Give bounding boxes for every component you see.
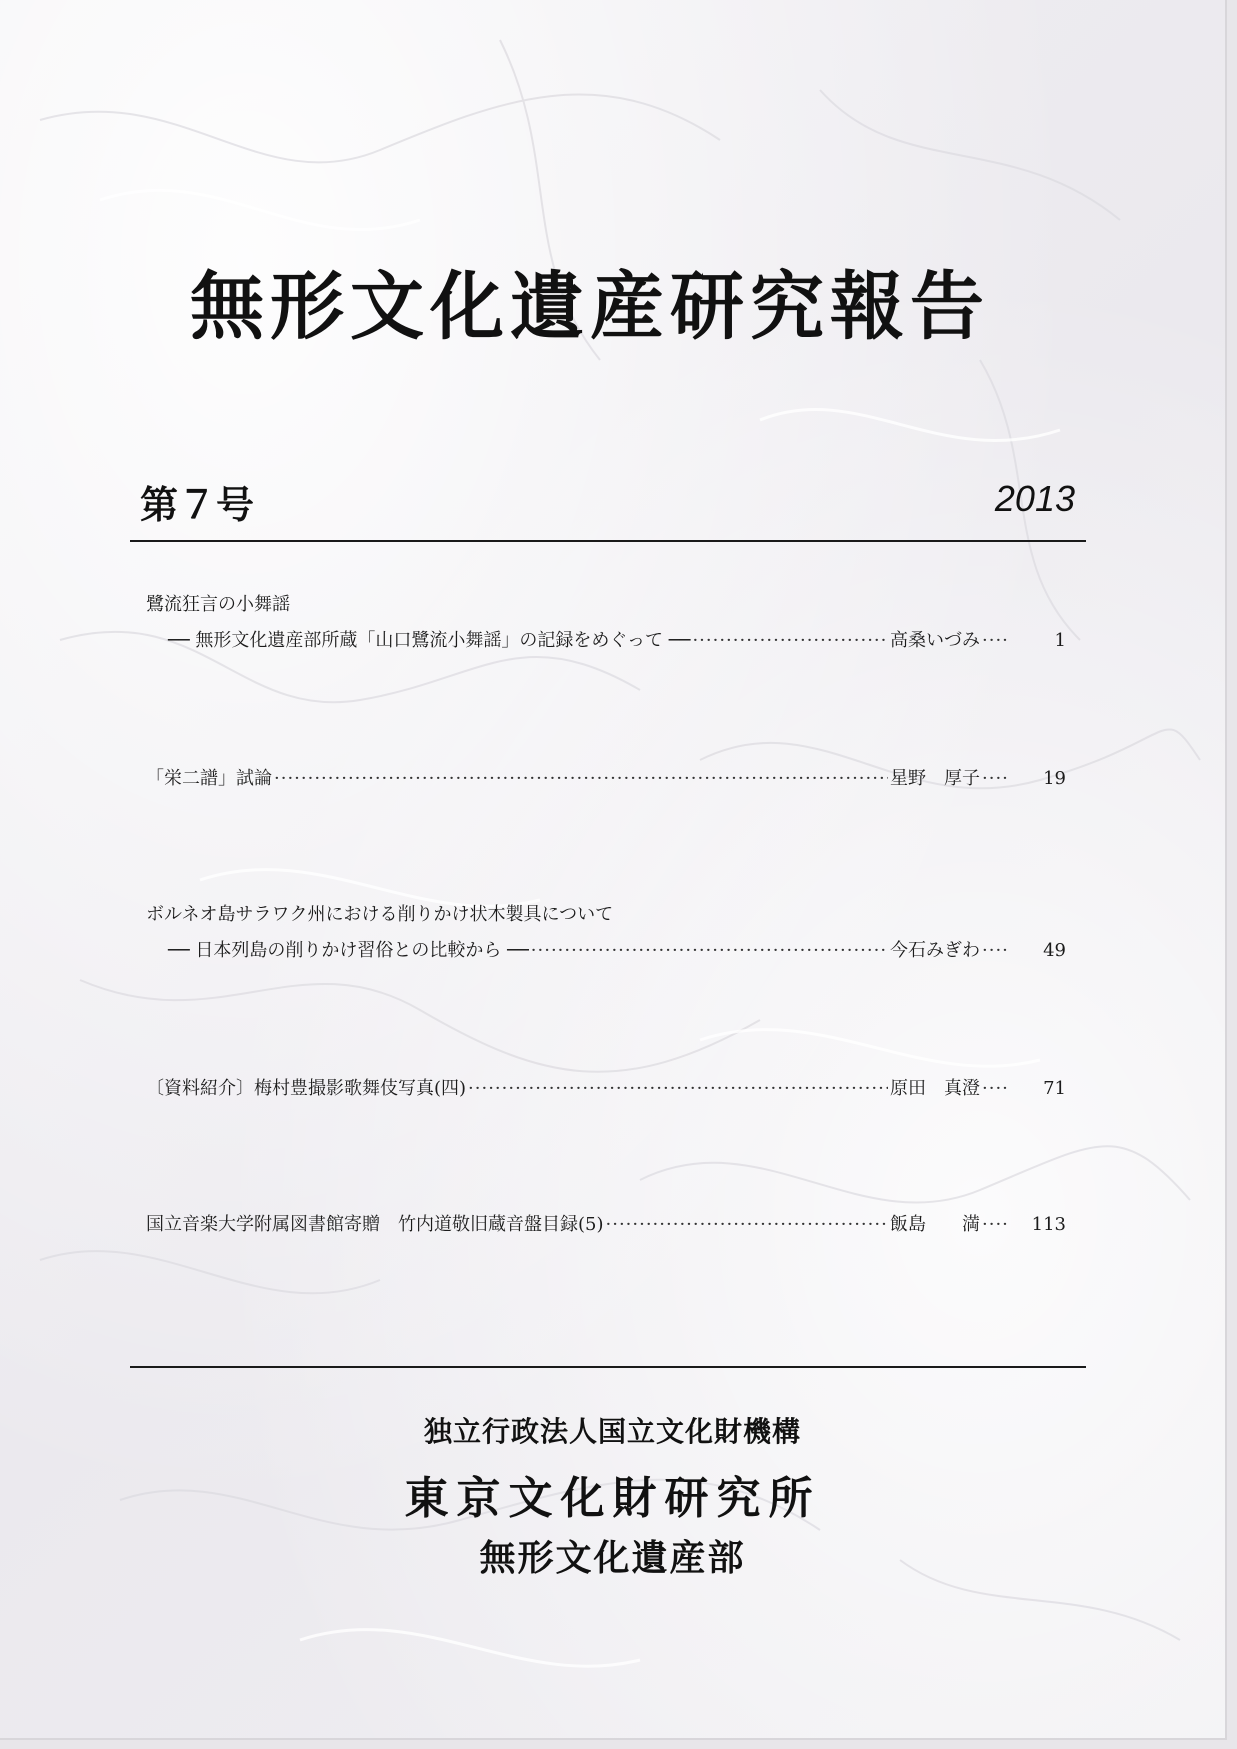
dot-leader xyxy=(606,1214,889,1236)
toc-entry-author: 飯島 満 xyxy=(890,1214,980,1235)
toc-entry-title: 国立音楽大学附属図書館寄贈 竹内道敬旧蔵音盤目録(5) xyxy=(146,1214,604,1235)
toc-entry-row xyxy=(168,940,1066,962)
toc-entry-author: 高桑いづみ xyxy=(890,630,980,651)
toc-entry-author: 星野 厚子 xyxy=(890,768,980,789)
toc-entry-title: ボルネオ島サラワク州における削りかけ状木製具について xyxy=(146,904,614,925)
dot-leader xyxy=(982,768,1010,790)
publisher-institute: 東京文化財研究所 xyxy=(404,1473,821,1524)
publisher-department: 無形文化遺産部 xyxy=(479,1538,746,1579)
toc-entry-subtitle: ── 無形文化遺産部所蔵「山口鷺流小舞謡」の記録をめぐって ── xyxy=(168,630,691,651)
bottom-divider xyxy=(130,1366,1086,1368)
dot-leader xyxy=(982,1078,1010,1100)
toc-entry-row xyxy=(146,768,1066,790)
toc-entry-row xyxy=(168,630,1066,652)
dot-leader xyxy=(468,1078,888,1100)
publication-year: 2013 xyxy=(994,478,1075,519)
top-divider xyxy=(130,540,1086,542)
publisher-organization: 独立行政法人国立文化財機構 xyxy=(423,1415,801,1448)
dot-leader xyxy=(692,630,888,652)
issue-number: 第７号 xyxy=(140,483,255,527)
toc-entry-row xyxy=(146,1078,1066,1100)
toc-entry-page: 19 xyxy=(1043,768,1066,789)
journal-title: 無形文化遺産研究報告 xyxy=(190,264,990,350)
toc-entry-row xyxy=(146,1214,1066,1236)
toc-entry-subtitle: ── 日本列島の削りかけ習俗との比較から ── xyxy=(168,940,529,961)
toc-entry-page: 49 xyxy=(1043,940,1066,961)
dot-leader xyxy=(982,1214,1010,1236)
toc-entry-author: 今石みぎわ xyxy=(890,940,980,961)
dot-leader xyxy=(982,630,1010,652)
toc-entry-page: 71 xyxy=(1043,1078,1066,1099)
toc-entry-title: 鷺流狂言の小舞謡 xyxy=(146,594,290,615)
toc-entry-page: 113 xyxy=(1031,1214,1066,1235)
toc-entry-title: 「栄二譜」試論 xyxy=(146,768,272,789)
toc-entry-author: 原田 真澄 xyxy=(890,1078,980,1099)
toc-entry-title: 〔資料紹介〕梅村豊撮影歌舞伎写真(四) xyxy=(146,1078,467,1099)
dot-leader xyxy=(982,940,1010,962)
toc-entry-page: 1 xyxy=(1054,630,1066,651)
dot-leader xyxy=(274,768,888,790)
dot-leader xyxy=(531,940,888,962)
